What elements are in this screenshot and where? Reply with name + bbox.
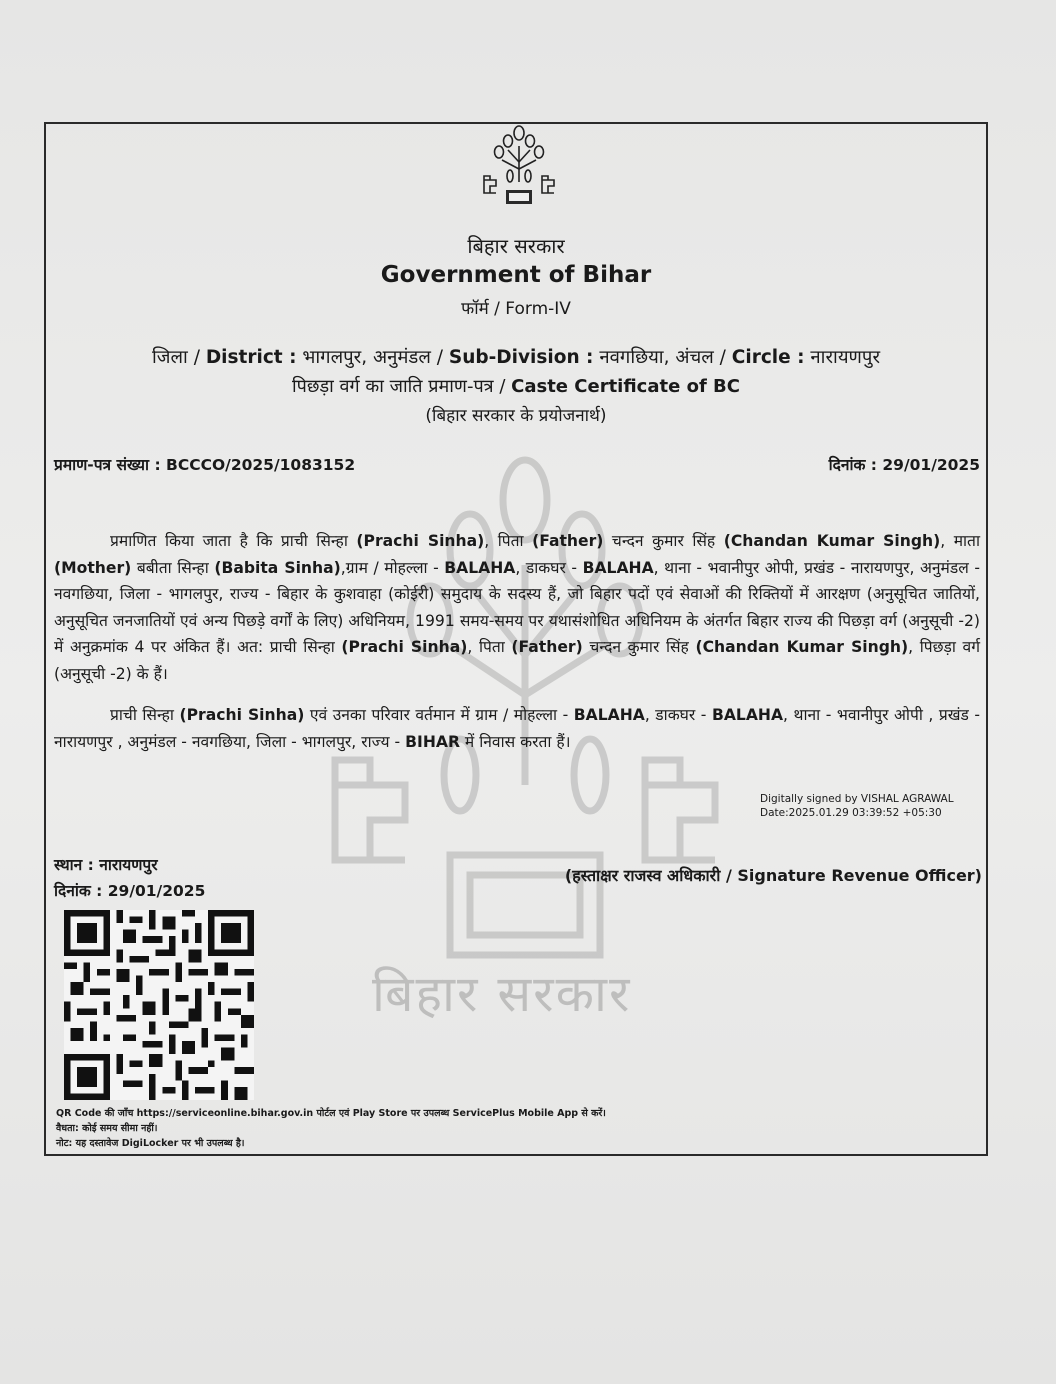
text: चन्दन कुमार सिंह [603,532,724,550]
father-label: (Father) [511,638,583,656]
certificate-date-value: 29/01/2025 [882,456,980,474]
certificate-title [44,374,988,398]
validity-note: वैधता: कोई समय सीमा नहीं। [56,1123,158,1134]
purpose-line: (बिहार सरकार के प्रयोजनार्थ) [425,406,607,426]
place-date-block [54,852,205,904]
watermark-text: बिहार सरकार [372,965,632,1023]
certificate-date-label: दिनांक : [828,456,883,474]
post-office: BALAHA [582,558,654,577]
digital-signature [760,792,954,820]
bodhi-tree-emblem [478,124,560,208]
qr-verification-note: QR Code की जाँच https://serviceonline.bihar.gov.in पोर्टल एवं Play Store पर उपलब्ध ServicePlus Mobile App से करें। [56,1108,606,1119]
district-label: District : [205,347,297,368]
circle-label: Circle : [731,347,805,368]
subdivision-value: नवगछिया, अंचल / [593,347,732,368]
name-en: (Prachi Sinha) [356,532,485,550]
certificate-number-value: BCCCO/2025/1083152 [166,456,356,474]
text: ,ग्राम / मोहल्ला - [340,558,445,577]
form-title [44,296,988,319]
name-en: (Prachi Sinha) [341,638,468,656]
hindi-title: बिहार सरकार [467,234,565,258]
father-name-en: (Chandan Kumar Singh) [723,532,941,550]
text: बबीता सिन्हा [131,558,215,577]
text: , थाना - भवानीपुर ओपी, प्रखंड - नारायणपुर, अनुमंडल - नवगछिया, जिला - भागलपुर, राज्य - बिहार के कुशवाहा (कोईरी) समुदाय के सदस्य हैं, जो बिहार पदों एवं सेवाओं की रिक्तियों में आरक्षण (अनुसूचित जातियों, अनुसूचित जनजातियों एवं अन्य पिछड़े वर्गों के लिए) अधिनियम, 1991 समय-समय पर यथासंशोधित अधिनियम के अंतर्गत बिहार राज्य की पिछड़ा वर्ग (अनुसूची -2) में अनुक्रमांक 4 पर अंकित हैं। अत: प्राची सिन्हा [54,558,980,656]
issue-date-line: दिनांक : 29/01/2025 [54,882,206,900]
certificate-number [54,453,355,475]
certificate-title-en: Caste Certificate of BC [511,376,740,397]
text: , पिता [467,638,512,656]
digilocker-note: नोट: यह दस्तावेज DigiLocker पर भी उपलब्ध है। [56,1138,245,1149]
district-label-hi: जिला / [151,347,206,368]
text: , पिता [484,532,533,550]
text: , डाकघर - [515,558,583,577]
father-name-en: (Chandan Kumar Singh) [695,638,909,656]
village: BALAHA [444,558,516,577]
officer-signature-label: (हस्ताक्षर राजस्व अधिकारी / Signature Revenue Officer) [564,866,982,885]
form-number: फॉर्म / Form-IV [461,299,571,319]
text: एवं उनका परिवार वर्तमान में ग्राम / मोहल्ला - [304,706,574,724]
residence-paragraph [54,702,980,755]
certificate-date [829,453,980,475]
name-en: (Prachi Sinha) [179,706,305,724]
text: , पिछड़ा वर्ग (अनुसूची -2) के हैं। [54,638,980,683]
digital-signature-signer: Digitally signed by VISHAL AGRAWAL [760,793,954,805]
verification-notes [56,1106,756,1151]
text: प्रमाणित किया जाता है कि प्राची सिन्हा [110,532,357,550]
mother-label: (Mother) [54,558,132,577]
qr-code[interactable] [64,910,254,1100]
mother-name-en: (Babita Sinha) [214,558,341,577]
text: , डाकघर - [644,706,712,724]
text: में निवास करता हैं। [459,732,571,751]
text: चन्दन कुमार सिंह [582,638,696,656]
text: , माता [940,532,980,550]
father-label: (Father) [532,532,604,550]
circle-value: नारायणपुर [804,347,881,368]
place-line: स्थान : नारायणपुर [54,856,158,874]
english-title: Government of Bihar [380,262,652,288]
subdivision-label: Sub-Division : [448,347,594,368]
state: BIHAR [405,732,460,751]
text: , थाना - भवानीपुर ओपी , प्रखंड - नारायणपुर , अनुमंडल - नवगछिया, जिला - भागलपुर, राज्य - [54,706,981,751]
village: BALAHA [573,706,645,724]
post-office: BALAHA [711,706,784,724]
text: प्राची सिन्हा [110,706,180,724]
district-value: भागलपुर, अनुमंडल / [296,347,449,368]
digital-signature-date: Date:2025.01.29 03:39:52 +05:30 [760,807,942,819]
district-line [44,344,988,369]
certificate-title-hi: पिछड़ा वर्ग का जाति प्रमाण-पत्र / [292,376,512,397]
certification-paragraph [54,528,980,687]
certificate-number-label: प्रमाण-पत्र संख्या : [54,456,167,474]
